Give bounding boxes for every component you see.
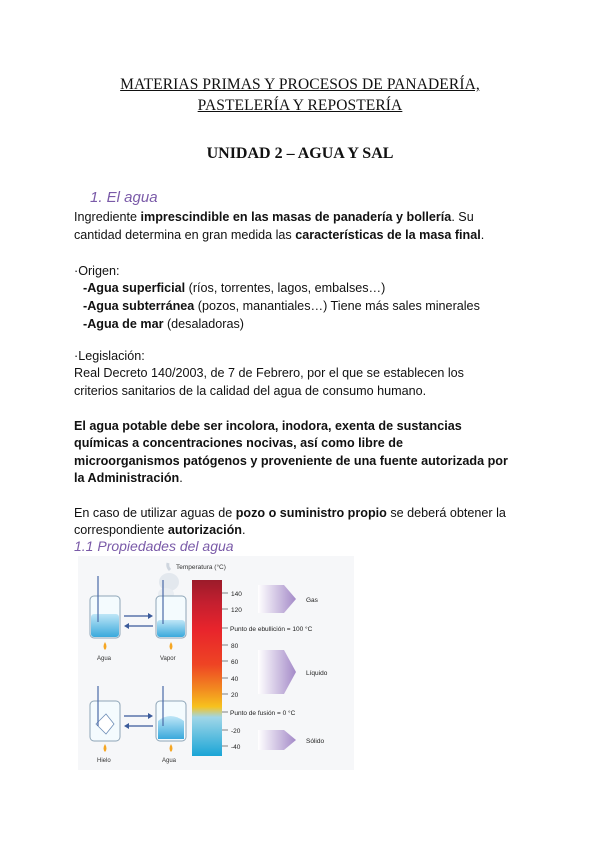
paragraph-intro-line2: cantidad determina en gran medida las características de la masa final. <box>74 228 485 242</box>
tick-label: 140 <box>231 591 242 598</box>
tick-label: 20 <box>231 692 239 699</box>
doc-title-line1: MATERIAS PRIMAS Y PROCESOS DE PANADERÍA, <box>120 76 480 93</box>
state-label-gas: Gas <box>306 597 318 604</box>
tick-label: 80 <box>231 643 239 650</box>
boiling-point-label: Punto de ebullición = 100 °C <box>230 626 313 633</box>
potable-line4: la Administración. <box>74 471 183 485</box>
axis-title: Temperatura (°C) <box>176 564 226 571</box>
vessel-label: Agua <box>162 758 177 764</box>
potable-line2: químicas a concentraciones nocivas, así como libre de <box>74 436 403 450</box>
section-heading-propiedades: 1.1 Propiedades del agua <box>74 538 234 554</box>
origen-label: ·Origen: <box>74 264 120 278</box>
tick-label: 40 <box>231 676 239 683</box>
vessel-label: Vapor <box>160 656 176 662</box>
state-label-liquid: Líquido <box>306 670 328 677</box>
water-states-figure <box>78 556 354 770</box>
potable-line1: El agua potable debe ser incolora, inodora, exenta de sustancias <box>74 419 462 433</box>
origen-item: -Agua superficial (ríos, torrentes, lagos, embalses…) <box>83 281 386 295</box>
vessel-label: Hielo <box>97 758 111 764</box>
legislacion-label: ·Legislación: <box>74 349 145 363</box>
paragraph-intro-line1: Ingrediente imprescindible en las masas de panadería y bollería. Su <box>74 210 474 224</box>
potable-line3: microorganismos patógenos y proveniente de una fuente autorizada por <box>74 454 508 468</box>
doc-title-line2: PASTELERÍA Y REPOSTERÍA <box>197 97 403 114</box>
melting-point-label: Punto de fusión = 0 °C <box>230 710 296 717</box>
vessel-label: Agua <box>97 656 112 662</box>
tick-label: -20 <box>231 728 241 735</box>
pozo-line2: correspondiente autorización. <box>74 523 246 537</box>
legislacion-line2: criterios sanitarios de la calidad del agua de consumo humano. <box>74 384 427 398</box>
state-label-solid: Sólido <box>306 738 325 745</box>
tick-label: 120 <box>231 607 242 614</box>
pozo-line1: En caso de utilizar aguas de pozo o suministro propio se deberá obtener la <box>74 506 506 520</box>
unit-title: UNIDAD 2 – AGUA Y SAL <box>206 145 394 162</box>
section-heading-agua: 1. El agua <box>90 189 158 206</box>
origen-item: -Agua subterránea (pozos, manantiales…) Tiene más sales minerales <box>83 299 480 313</box>
origen-item: -Agua de mar (desaladoras) <box>83 317 244 331</box>
tick-label: -40 <box>231 744 241 751</box>
legislacion-line1: Real Decreto 140/2003, de 7 de Febrero, por el que se establecen los <box>74 366 464 380</box>
tick-label: 60 <box>231 659 239 666</box>
temperature-bar <box>192 580 222 756</box>
